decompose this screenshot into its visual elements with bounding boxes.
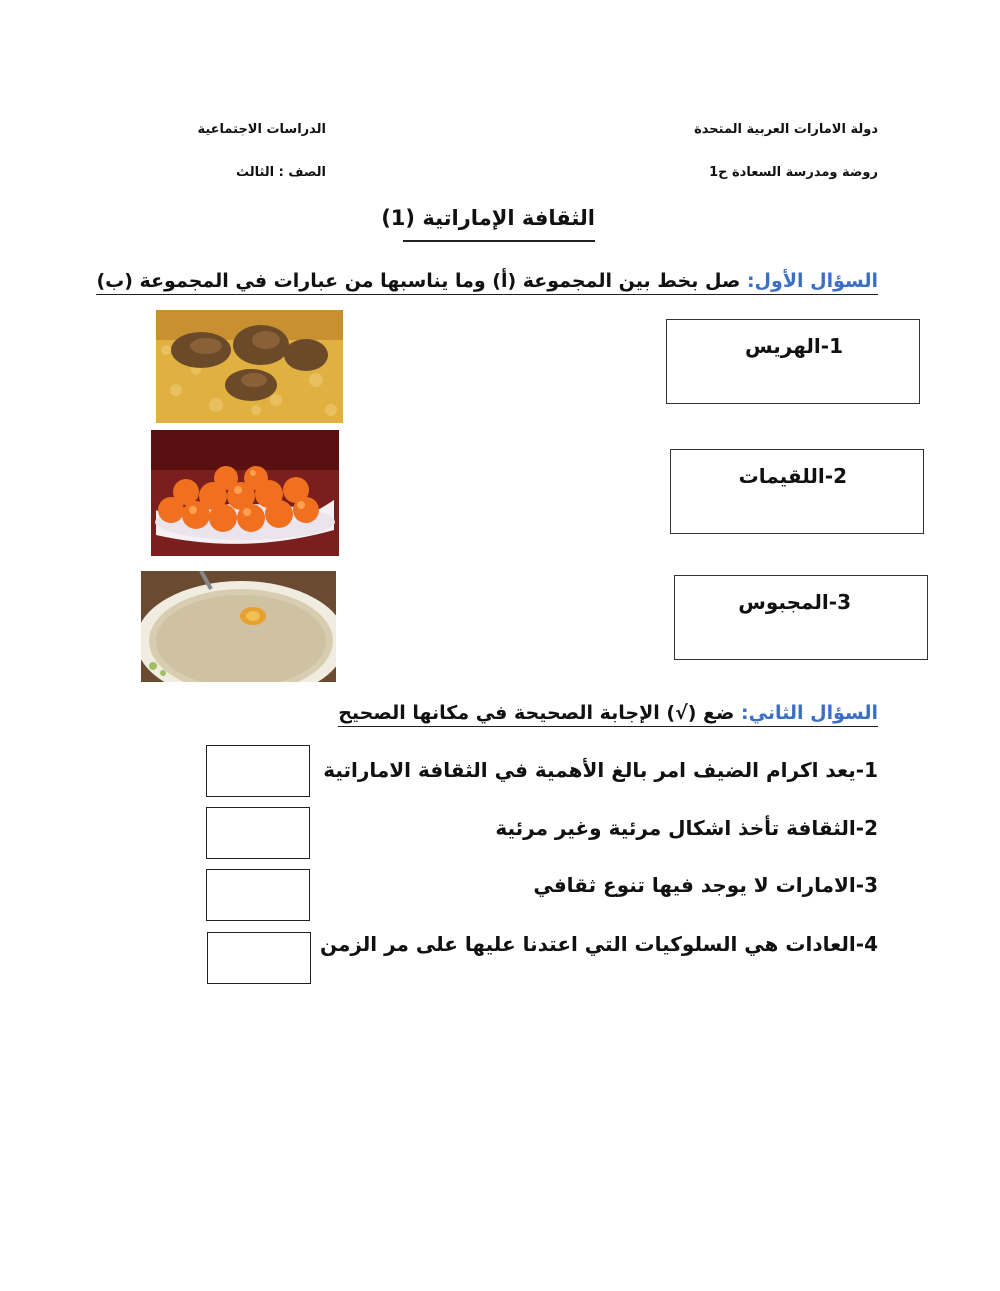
match-item-3 — [738, 590, 851, 614]
statement-3-text: الامارات لا يوجد فيها تنوع ثقافي — [533, 873, 856, 897]
match-item-1 — [745, 334, 843, 358]
statement-1-number: 1- — [855, 758, 878, 782]
question1-label: السؤال الأول: — [746, 270, 878, 292]
question2-label: السؤال الثاني: — [741, 702, 878, 724]
machboos-illustration — [156, 310, 343, 423]
header-school: روضة ومدرسة السعادة ح1 — [709, 165, 878, 180]
harees-illustration — [141, 571, 336, 682]
statement-1-text: يعد اكرام الضيف امر بالغ الأهمية في الثقافة الاماراتية — [323, 758, 856, 782]
match-item-1-text: الهريس — [744, 334, 821, 358]
match-item-2 — [739, 464, 847, 488]
question1-text: صل بخط بين المجموعة (أ) وما يناسبها من عبارات في المجموعة (ب) — [96, 270, 747, 292]
match-item-3-text: المجبوس — [738, 590, 829, 614]
match-item-1-number: 1- — [820, 334, 843, 358]
question1-heading — [96, 270, 878, 295]
match-item-3-number: 3- — [828, 590, 851, 614]
header-subject: الدراسات الاجتماعية — [197, 122, 326, 137]
statement-3 — [533, 873, 878, 897]
statement-4-text: العادات هي السلوكيات التي اعتدنا عليها على مر الزمن — [319, 932, 856, 956]
answer-box-4[interactable] — [207, 932, 311, 984]
match-box-3[interactable] — [674, 575, 928, 660]
answer-box-2[interactable] — [206, 807, 310, 859]
luqaimat-illustration — [151, 430, 339, 556]
statement-2 — [495, 816, 878, 840]
statement-1 — [323, 758, 878, 782]
machboos-image — [156, 310, 343, 423]
header-grade: الصف : الثالث — [235, 165, 326, 180]
statement-2-number: 2- — [855, 816, 878, 840]
question2-heading — [338, 702, 878, 727]
match-item-2-number: 2- — [824, 464, 847, 488]
statement-4-number: 4- — [855, 932, 878, 956]
question2-text: ضع (√) الإجابة الصحيحة في مكانها الصحيح — [338, 702, 741, 724]
luqaimat-image — [151, 430, 339, 556]
statement-4 — [320, 932, 878, 956]
match-item-2-text: اللقيمات — [738, 464, 825, 488]
answer-box-1[interactable] — [206, 745, 310, 797]
statement-3-number: 3- — [855, 873, 878, 897]
statement-2-text: الثقافة تأخذ اشكال مرئية وغير مرئية — [495, 816, 856, 840]
match-box-2[interactable] — [670, 449, 924, 534]
worksheet-title: الثقافة الإماراتية (1) — [403, 206, 595, 242]
match-box-1[interactable] — [666, 319, 920, 404]
answer-box-3[interactable] — [206, 869, 310, 921]
harees-image — [141, 571, 336, 682]
header-country: دولة الامارات العربية المتحدة — [694, 122, 878, 137]
